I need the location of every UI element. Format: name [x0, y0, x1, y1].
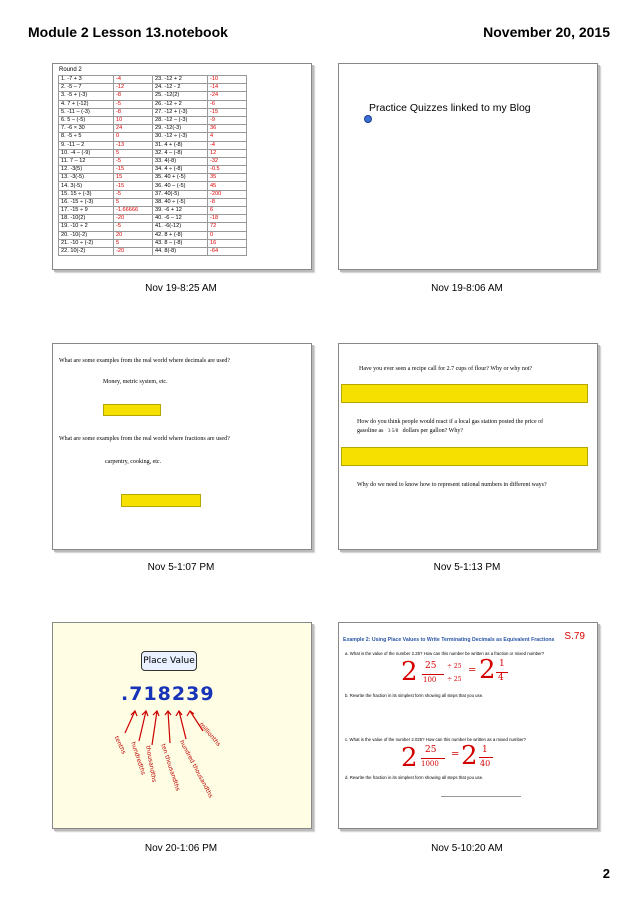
work1-denominator: 100 [423, 676, 437, 684]
answer-cell: 5 [114, 149, 153, 157]
round-label: Round 2 [59, 67, 82, 73]
work2-equals: = [451, 749, 460, 760]
problem-cell: 21. -10 ÷ (-2) [59, 239, 114, 247]
work2-answer-whole: 2 [461, 741, 478, 771]
problem-cell: 15. 15 ÷ (-3) [59, 190, 114, 198]
problem-cell: 28. -12 – (-3) [153, 116, 208, 124]
answer-cell: 24 [114, 125, 153, 133]
answer-cell: -13 [114, 141, 153, 149]
label-ten-thousandths: ten thousandths [159, 743, 182, 792]
table-row [59, 141, 247, 149]
page-number: 2 [602, 866, 610, 881]
table-row [59, 125, 247, 133]
table-row [59, 133, 247, 141]
table-row [59, 239, 247, 247]
answer-cell: -14 [208, 84, 247, 92]
page-reference: S.79 [564, 631, 585, 642]
problem-cell: 18. -10(2) [59, 215, 114, 223]
question-decimals: What are some examples from the real world where decimals are used? [59, 358, 231, 364]
work1-answer-denominator: 4 [498, 673, 504, 683]
answer-cell: 35 [208, 174, 247, 182]
answer-cell: 4 [208, 133, 247, 141]
table-row [59, 92, 247, 100]
problem-cell: 31. 4 + (-8) [153, 141, 208, 149]
answer-cell: 16 [208, 239, 247, 247]
place-value-title: Place Value [141, 651, 197, 671]
answer-cell: 15 [114, 174, 153, 182]
blog-link-text[interactable]: Practice Quizzes linked to my Blog [369, 102, 531, 114]
problem-cell: 8. -5 ÷ 5 [59, 133, 114, 141]
answer-cell: 12 [208, 149, 247, 157]
label-hundredths: hundredths [129, 741, 147, 776]
slide-caption-2: Nov 19-8:06 AM [431, 283, 503, 294]
label-tenths: tenths [112, 735, 128, 756]
answer-cell: -15 [208, 108, 247, 116]
answer-cell: 36 [208, 125, 247, 133]
problem-cell: 33. 4(-8) [153, 157, 208, 165]
problem-cell: 40. -6 – 12 [153, 215, 208, 223]
problem-cell: 19. -10 ÷ 2 [59, 223, 114, 231]
answer-cell: -12 [114, 84, 153, 92]
problem-cell: 43. 8 – (-8) [153, 239, 208, 247]
problem-cell: 5. -11 – (-3) [59, 108, 114, 116]
problem-cell: 16. -15 ÷ (-3) [59, 198, 114, 206]
problem-cell: 20. -10(-2) [59, 231, 114, 239]
table-row [59, 116, 247, 124]
work2-numerator: 25 [425, 745, 437, 755]
slide-thumbnail-3[interactable] [52, 343, 312, 550]
table-row [59, 215, 247, 223]
work1-answer-whole: 2 [479, 655, 496, 685]
answer-cell: 10 [114, 116, 153, 124]
answer-cell: -1.66666 [114, 207, 153, 215]
question-gas-line1: How do you think people would react if a local gas station posted the price of [357, 419, 544, 425]
work2-answer-bar [479, 757, 493, 758]
slide-thumbnail-1[interactable] [52, 63, 312, 270]
problem-cell: 34. 4 ÷ (-8) [153, 166, 208, 174]
table-row [59, 166, 247, 174]
answer-cell: 72 [208, 223, 247, 231]
problem-cell: 37. 40(-5) [153, 190, 208, 198]
problem-cell: 1. -7 + 3 [59, 76, 114, 84]
answer-cell: -4 [208, 141, 247, 149]
problem-cell: 17. -15 ÷ 9 [59, 207, 114, 215]
example-title: Example 2: Using Place Values to Write Terminating Decimals as Equivalent Fractions [343, 637, 555, 643]
work2-fraction-bar [421, 758, 445, 759]
answer-cell: -64 [208, 247, 247, 255]
answer-cell: -15 [114, 182, 153, 190]
problem-cell: 11. 7 – 12 [59, 157, 114, 165]
document-date: November 20, 2015 [483, 24, 610, 40]
problem-cell: 10. -4 – (-9) [59, 149, 114, 157]
slide-caption-4: Nov 5-1:13 PM [433, 562, 501, 573]
work2-denominator: 1000 [421, 760, 439, 768]
table-row [59, 84, 247, 92]
table-row [59, 174, 247, 182]
answer-cell: -0.5 [208, 166, 247, 174]
answer-cell: -8 [208, 198, 247, 206]
answer-cell: -5 [114, 100, 153, 108]
answer-fractions: carpentry, cooking, etc. [105, 459, 162, 465]
table-row [59, 223, 247, 231]
answer-cell: -9 [208, 116, 247, 124]
work1-divide-bottom: ÷ 25 [447, 676, 462, 683]
answer-line [441, 796, 521, 797]
table-row [59, 198, 247, 206]
work1-numerator: 25 [425, 661, 437, 671]
label-thousandths: thousandths [144, 745, 158, 783]
answer-cell: -5 [114, 157, 153, 165]
answer-cell: -18 [208, 215, 247, 223]
problem-cell: 35. 40 + (-5) [153, 174, 208, 182]
work1-equals: = [468, 665, 477, 676]
slide-caption-3: Nov 5-1:07 PM [147, 562, 215, 573]
answer-cell: -200 [208, 190, 247, 198]
answer-cell: -20 [114, 215, 153, 223]
question-c: c. What is the value of the number 2.025? How can this number be written as a mixed number? [345, 737, 527, 742]
question-a: a. What is the value of the number 2.25? How can this number be written as a fraction or mixed number? [345, 651, 545, 656]
table-row [59, 247, 247, 255]
answer-cell: -24 [208, 92, 247, 100]
slide-thumbnail-2[interactable] [338, 63, 598, 270]
slide-thumbnail-4[interactable] [338, 343, 598, 550]
document-title: Module 2 Lesson 13.notebook [28, 24, 228, 40]
answer-cell: 5 [114, 198, 153, 206]
arrows-graphic [53, 623, 311, 828]
answer-cell: 6 [208, 207, 247, 215]
answer-cell: 5 [114, 239, 153, 247]
problem-cell: 3. -5 + (-3) [59, 92, 114, 100]
problem-cell: 27. -12 + (-3) [153, 108, 208, 116]
table-row [59, 100, 247, 108]
problem-cell: 41. -6(-12) [153, 223, 208, 231]
reveal-box-recipe[interactable] [341, 384, 588, 403]
answer-cell: 45 [208, 182, 247, 190]
question-represent: Why do we need to know how to represent rational numbers in different ways? [357, 482, 547, 488]
problem-cell: 39. -6 + 12 [153, 207, 208, 215]
answer-cell: 0 [114, 133, 153, 141]
problem-cell: 42. 8 + (-8) [153, 231, 208, 239]
question-recipe: Have you ever seen a recipe call for 2.7 cups of flour? Why or why not? [359, 366, 533, 372]
table-row [59, 76, 247, 84]
problem-cell: 13. -3(-5) [59, 174, 114, 182]
answer-cell: -4 [114, 76, 153, 84]
work2-answer-numerator: 1 [482, 745, 488, 755]
answer-decimals: Money, metric system, etc. [103, 379, 168, 385]
table-row [59, 108, 247, 116]
fraction-price: 3 5/8 [388, 429, 399, 434]
label-hundred-thousandths: hundred thousandths [177, 739, 215, 800]
problem-cell: 6. 5 – (-5) [59, 116, 114, 124]
question-b: b. Rewrite the fraction in its simplest form showing all steps that you use. [345, 693, 484, 698]
answer-cell: 20 [114, 231, 153, 239]
answer-cell: -15 [114, 166, 153, 174]
problem-cell: 44. 8(-8) [153, 247, 208, 255]
question-fractions: What are some examples from the real world where fractions are used? [59, 436, 230, 442]
problem-cell: 38. 40 ÷ (-5) [153, 198, 208, 206]
work1-divide-top: ÷ 25 [447, 663, 462, 670]
slide-thumbnail-6[interactable] [338, 622, 598, 829]
table-row [59, 190, 247, 198]
problem-cell: 22. 10(-2) [59, 247, 114, 255]
problem-cell: 2. -5 – 7 [59, 84, 114, 92]
work1-answer-numerator: 1 [499, 659, 505, 669]
work1-whole: 2 [401, 657, 418, 687]
answer-cell: -10 [208, 76, 247, 84]
slide-caption-5: Nov 20-1:06 PM [144, 843, 218, 854]
slide-caption-1: Nov 19-8:25 AM [145, 283, 217, 294]
problem-cell: 9. -11 – 2 [59, 141, 114, 149]
reveal-box-fractions[interactable] [121, 494, 201, 507]
table-row [59, 149, 247, 157]
problem-cell: 30. -12 ÷ (-3) [153, 133, 208, 141]
problem-cell: 24. -12 - 2 [153, 84, 208, 92]
problem-cell: 32. 4 – (-8) [153, 149, 208, 157]
place-value-number: .718239 [121, 683, 215, 705]
problem-cell: 23. -12 + 2 [153, 76, 208, 84]
question-gas-line2: gasoline as 3 5/8 dollars per gallon? Why? [357, 428, 464, 434]
label-millionths: millionths [197, 721, 222, 748]
answer-cell: -5 [114, 223, 153, 231]
answer-cell: -5 [114, 190, 153, 198]
answer-cell: -20 [114, 247, 153, 255]
table-row [59, 231, 247, 239]
table-row [59, 157, 247, 165]
answer-cell: -8 [114, 92, 153, 100]
problem-cell: 29. -12(-3) [153, 125, 208, 133]
reveal-box-gas[interactable] [341, 447, 588, 466]
problem-cell: 4. 7 + (-12) [59, 100, 114, 108]
problem-cell: 7. -6 × 30 [59, 125, 114, 133]
problem-cell: 26. -12 ÷ 2 [153, 100, 208, 108]
slide-caption-6: Nov 5-10:20 AM [431, 843, 503, 854]
problem-cell: 36. 40 – (-5) [153, 182, 208, 190]
table-row [59, 182, 247, 190]
answer-cell: -6 [208, 100, 247, 108]
problem-cell: 12. -3(5) [59, 166, 114, 174]
work2-whole: 2 [401, 743, 418, 773]
table-row [59, 207, 247, 215]
answer-cell: -8 [114, 108, 153, 116]
problem-cell: 25. -12(2) [153, 92, 208, 100]
question-d: d. Rewrite the fraction in its simplest form showing all steps that you use. [345, 775, 484, 780]
quiz-table [58, 75, 247, 256]
link-bullet-icon[interactable] [364, 115, 372, 123]
work2-answer-denominator: 40 [480, 759, 491, 768]
answer-cell: 0 [208, 231, 247, 239]
reveal-box-decimals[interactable] [103, 404, 161, 416]
answer-cell: -32 [208, 157, 247, 165]
problem-cell: 14. 3(-5) [59, 182, 114, 190]
work1-fraction-bar [422, 674, 444, 675]
slide-thumbnail-5[interactable] [52, 622, 312, 829]
